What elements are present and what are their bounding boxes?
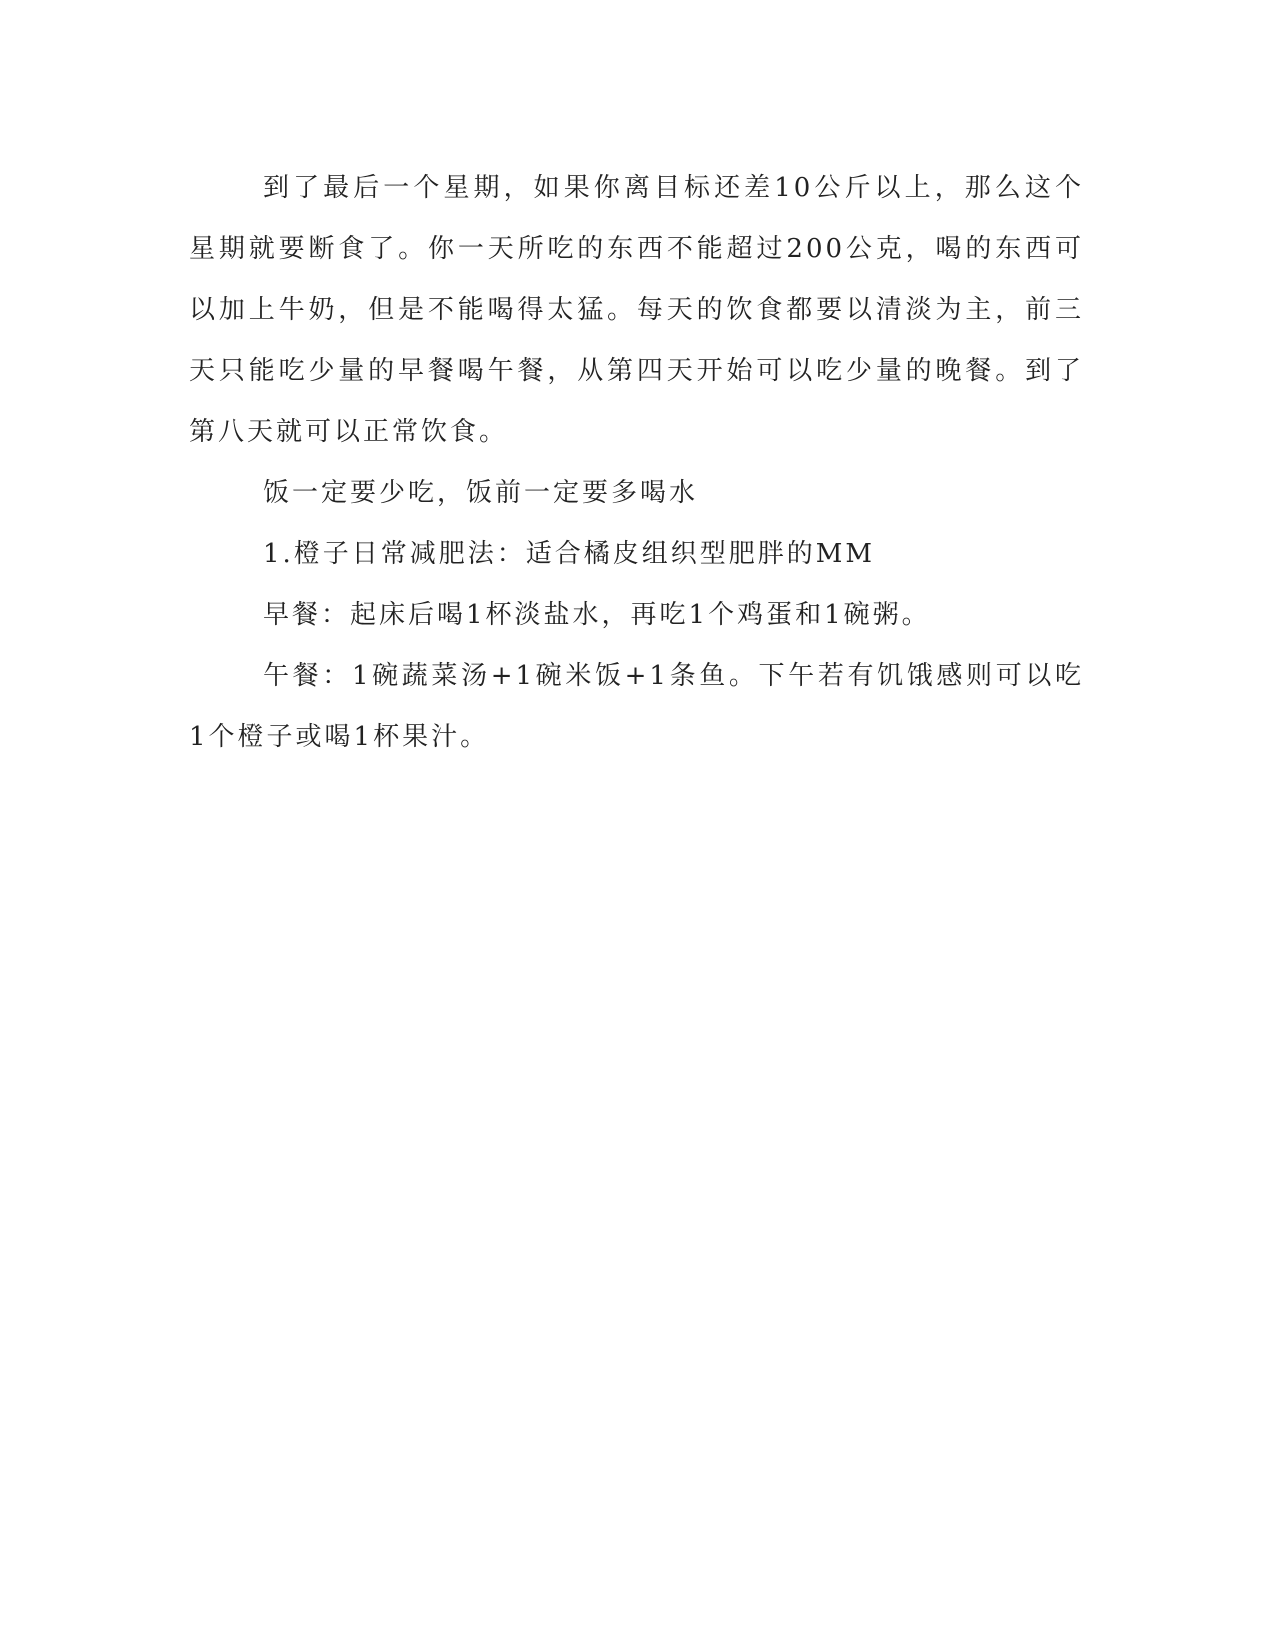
paragraph-final-week-fasting: 到了最后一个星期，如果你离目标还差10公斤以上，那么这个星期就要断食了。你一天所吃的东西不能超过200公克，喝的东西可以加上牛奶，但是不能喝得太猛。每天的饮食都要以清淡为主，前三天只能吃少量的早餐喝午餐，从第四天开始可以吃少量的晚餐。到了第八天就可以正常饮食。 [189, 173, 1084, 447]
paragraph-eat-less-drink-water: 饭一定要少吃，饭前一定要多喝水 [263, 478, 699, 508]
paragraph-orange-diet-heading: 1.橙子日常减肥法：适合橘皮组织型肥胖的MM [263, 539, 876, 569]
paragraph-lunch: 午餐：1碗蔬菜汤+1碗米饭+1条鱼。下午若有饥饿感则可以吃1个橙子或喝1杯果汁。 [189, 661, 1084, 752]
document-body [189, 158, 1084, 768]
paragraph-breakfast: 早餐：起床后喝1杯淡盐水，再吃1个鸡蛋和1碗粥。 [263, 600, 931, 630]
